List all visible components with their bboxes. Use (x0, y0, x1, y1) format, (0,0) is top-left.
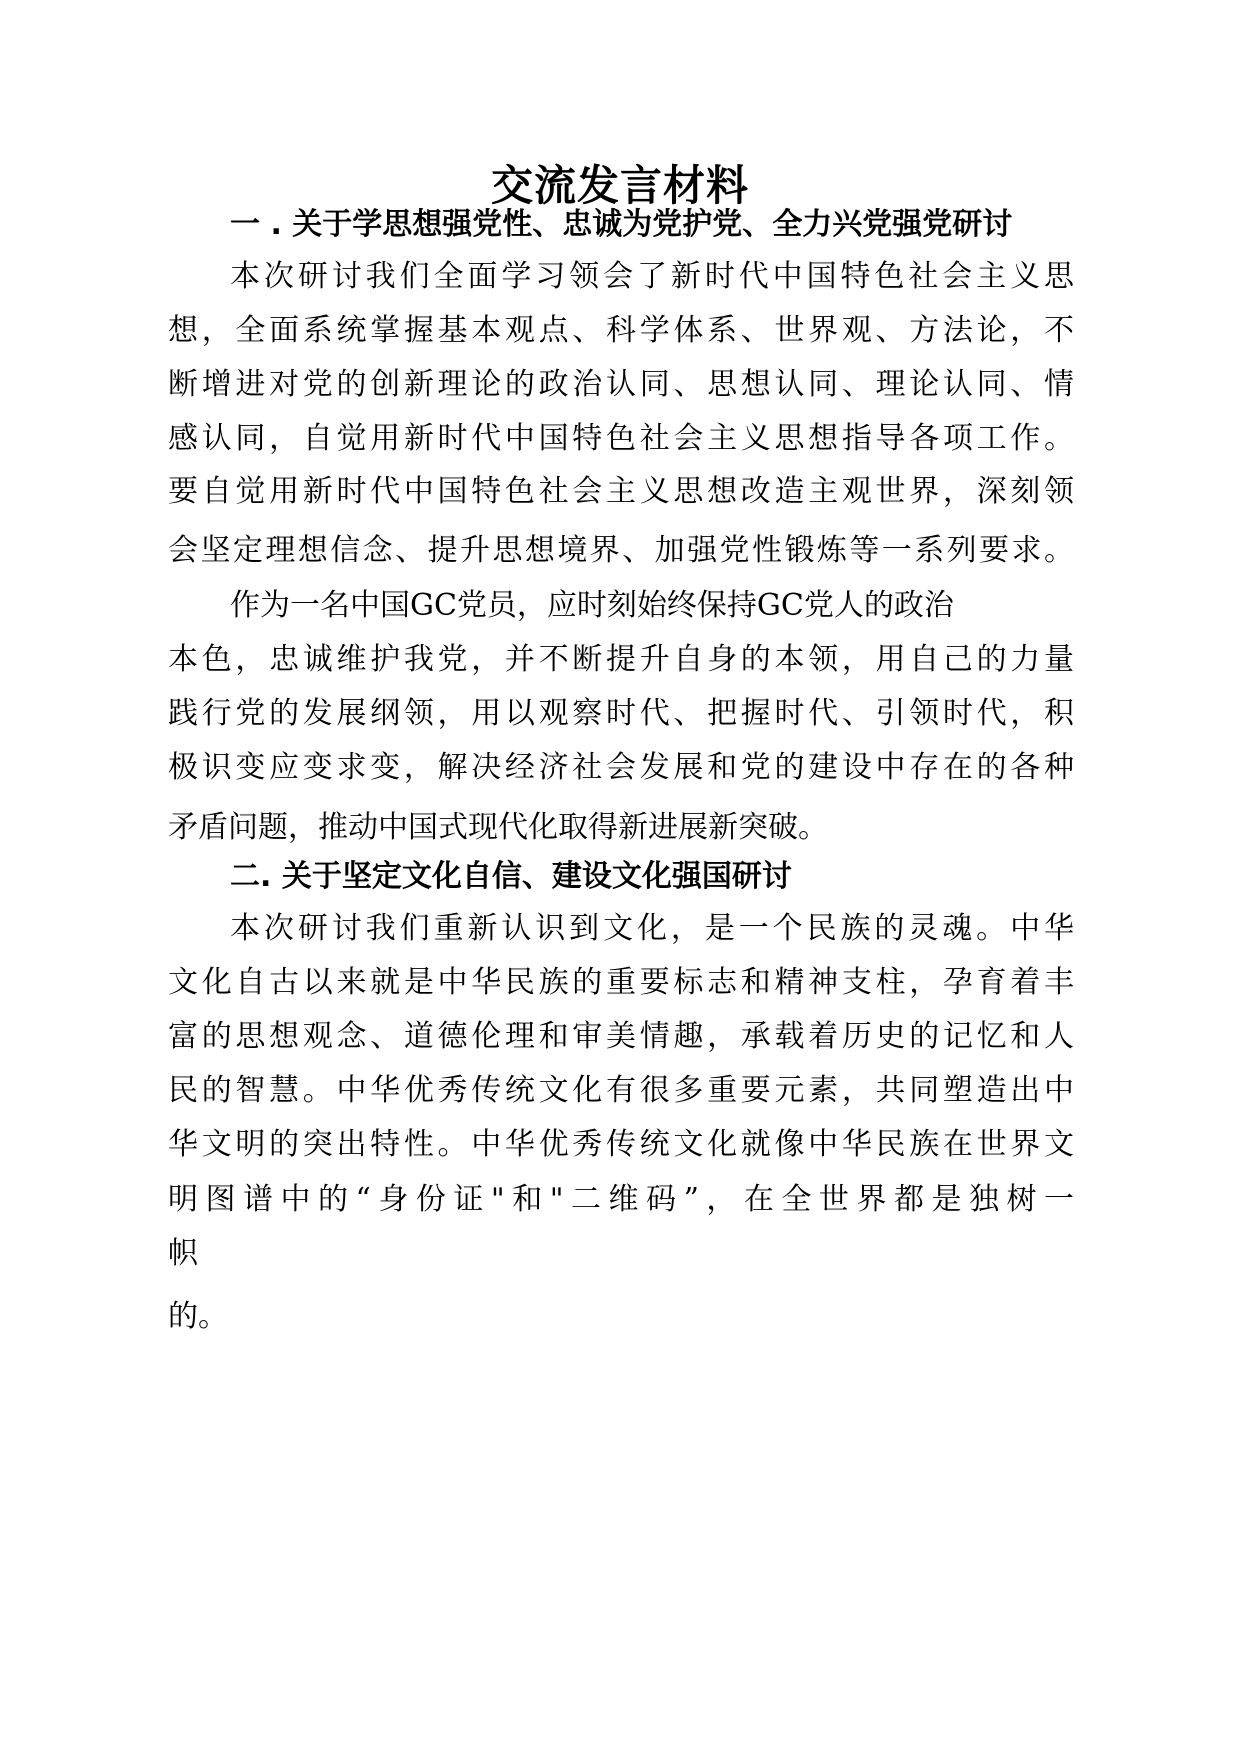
paragraph-line: 要自觉用新时代中国特色社会主义思想改造主观世界，深刻领 (168, 474, 1074, 509)
paragraph-line: 文化自古以来就是中华民族的重要标志和精神支柱，孕育着丰 (168, 965, 1074, 1000)
paragraph-line: 感认同，自觉用新时代中国特色社会主义思想指导各项工作。 (168, 421, 1074, 456)
paragraph-line: 矛盾问题，推动中国式现代化取得新进展新突破。 (168, 810, 828, 845)
paragraph-line: 本次研讨我们重新认识到文化，是一个民族的灵魂。中华 (230, 911, 1074, 946)
paragraph-line: 想，全面系统掌握基本观点、科学体系、世界观、方法论，不 (168, 313, 1074, 348)
paragraph-line: 华文明的突出特性。中华优秀传统文化就像中华民族在世界文 (168, 1127, 1074, 1162)
paragraph-line: 本次研讨我们全面学习领会了新时代中国特色社会主义思 (230, 259, 1074, 294)
paragraph-line: 明图谱中的“身份证"和"二维码”，在全世界都是独树一 (168, 1182, 1074, 1217)
paragraph-line: 本色，忠诚维护我党，并不断提升自身的本领，用自己的力量 (168, 642, 1074, 677)
section-heading-1: 一 . 关于学思想强党性、忠诚为党护党、全力兴党强党研讨 (230, 207, 1013, 242)
paragraph-line: 帜 (168, 1236, 198, 1271)
paragraph-line: 的。 (168, 1299, 228, 1334)
paragraph-line: 极识变应变求变，解决经济社会发展和党的建设中存在的各种 (168, 750, 1074, 785)
paragraph-line: 践行党的发展纲领，用以观察时代、把握时代、引领时代，积 (168, 696, 1074, 731)
page-title: 交流发言材料 (490, 161, 749, 210)
section-heading-2: 二. 关于坚定文化自信、建设文化强国研讨 (230, 859, 792, 894)
paragraph-line: 会坚定理想信念、提升思想境界、加强党性锻炼等一系列要求。 (168, 533, 1074, 568)
paragraph-line: 富的思想观念、道德伦理和审美情趣，承载着历史的记忆和人 (168, 1019, 1074, 1054)
paragraph-line: 民的智慧。中华优秀传统文化有很多重要元素，共同塑造出中 (168, 1073, 1074, 1108)
paragraph-line: 作为一名中国GC党员，应时刻始终保持GC党人的政治 (230, 588, 954, 623)
paragraph-line: 断增进对党的创新理论的政治认同、思想认同、理论认同、情 (168, 367, 1074, 402)
